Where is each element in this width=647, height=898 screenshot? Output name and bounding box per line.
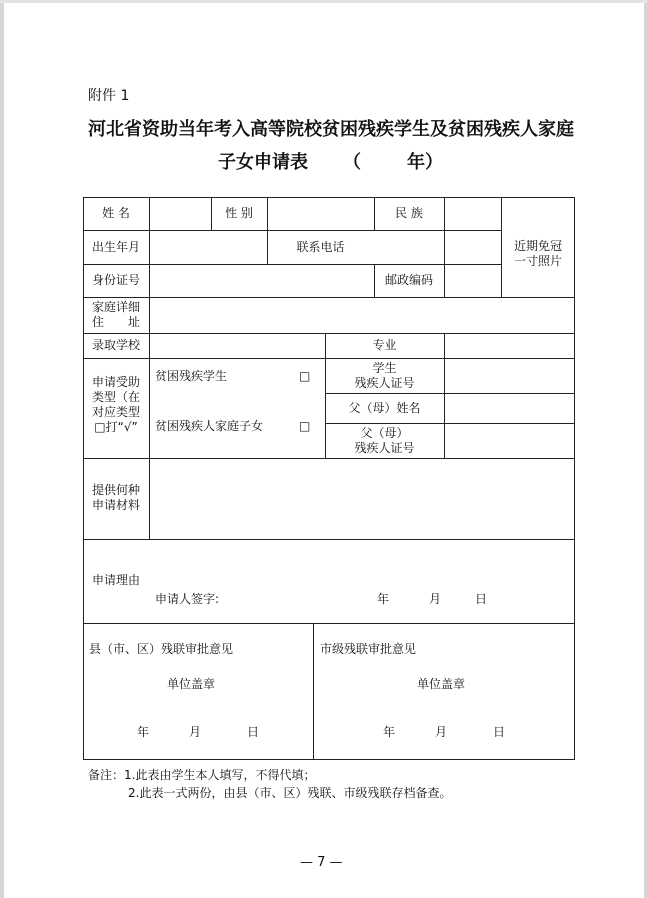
county-seal-label: 单位盖章 — [167, 677, 216, 691]
county-date-day: 日 — [247, 725, 260, 739]
birth-label: 出生年月 — [91, 240, 140, 254]
county-date-year: 年 — [137, 725, 150, 739]
address-label-line2: 住 址 — [91, 315, 140, 329]
application-type-line4: □打“√” — [94, 420, 138, 434]
materials-label — [83, 483, 149, 513]
student-cert-label — [325, 361, 444, 391]
note-line1: 备注：1.此表由学生本人填写，不得代填； — [88, 768, 316, 782]
reason-date-year: 年 — [377, 592, 390, 606]
grid-line — [83, 230, 501, 231]
page-number: — 7 — — [300, 855, 343, 870]
grid-line — [83, 297, 575, 298]
school-label: 录取学校 — [91, 338, 140, 352]
city-date-day: 日 — [493, 725, 506, 739]
grid-line — [83, 539, 575, 540]
grid-line — [325, 393, 575, 394]
county-date-month: 月 — [189, 725, 202, 739]
grid-line — [444, 333, 445, 458]
city-approval-label: 市级残联审批意见 — [320, 642, 417, 656]
parent-cert-line1: 父（母） — [360, 426, 409, 440]
gender-label: 性 别 — [225, 206, 253, 220]
name-label: 姓 名 — [102, 206, 130, 220]
reason-label: 申请理由 — [91, 573, 140, 587]
grid-line — [313, 623, 314, 759]
major-label: 专业 — [372, 338, 397, 352]
reason-date-day: 日 — [475, 592, 488, 606]
city-date-year: 年 — [383, 725, 396, 739]
county-approval-label: 县（市、区）残联审批意见 — [89, 642, 234, 656]
type-option-family-child: 贫困残疾人家庭子女 — [155, 419, 264, 433]
form-title-line1: 河北省资助当年考入高等院校贫困残疾学生及贫困残疾人家庭 — [88, 119, 574, 140]
photo-label-line1: 近期免冠 — [513, 239, 562, 253]
form-title-line2: 子女申请表 — [218, 152, 308, 173]
type-option-disabled-student: 贫困残疾学生 — [155, 369, 228, 383]
application-type-line3: 对应类型 — [91, 405, 140, 419]
application-type-line1: 申请受助 — [91, 375, 140, 389]
materials-label-line1: 提供何种 — [91, 483, 140, 497]
grid-line — [83, 333, 575, 334]
grid-line — [83, 458, 575, 459]
photo-label — [501, 239, 575, 269]
form-title-year: 年） — [407, 152, 443, 173]
applicant-signature-label: 申请人签字: — [155, 592, 220, 606]
grid-line — [83, 264, 501, 265]
photo-label-line2: 一寸照片 — [513, 254, 562, 268]
grid-line — [325, 423, 575, 424]
attachment-label: 附件 1 — [88, 88, 130, 104]
parent-name-label: 父（母）姓名 — [348, 401, 421, 415]
application-form-table — [83, 197, 575, 760]
grid-line — [83, 623, 575, 624]
student-cert-line1: 学生 — [372, 361, 397, 375]
page-edge-top — [0, 0, 647, 3]
id-number-label: 身份证号 — [91, 273, 140, 287]
grid-line — [444, 197, 445, 297]
address-label — [83, 300, 149, 330]
note-line2: 2.此表一式两份，由县（市、区）残联、市级残联存档备查。 — [128, 786, 452, 800]
application-type-line2: 类型（在 — [91, 390, 140, 404]
application-type-label — [83, 375, 149, 435]
phone-label: 联系电话 — [296, 240, 345, 254]
checkbox-family-child[interactable]: □ — [299, 419, 311, 433]
materials-label-line2: 申请材料 — [91, 498, 140, 512]
reason-date-month: 月 — [429, 592, 442, 606]
parent-cert-label — [325, 426, 444, 456]
page-edge-left — [0, 0, 4, 898]
grid-line — [83, 358, 575, 359]
student-cert-line2: 残疾人证号 — [354, 376, 415, 390]
checkbox-disabled-student[interactable]: □ — [299, 369, 311, 383]
ethnicity-label: 民 族 — [395, 206, 423, 220]
city-date-month: 月 — [435, 725, 448, 739]
postal-code-label: 邮政编码 — [384, 273, 433, 287]
parent-cert-line2: 残疾人证号 — [354, 441, 415, 455]
city-seal-label: 单位盖章 — [417, 677, 466, 691]
grid-line — [149, 197, 150, 539]
form-title-year-open: （ — [343, 152, 361, 173]
address-label-line1: 家庭详细 — [91, 300, 140, 314]
